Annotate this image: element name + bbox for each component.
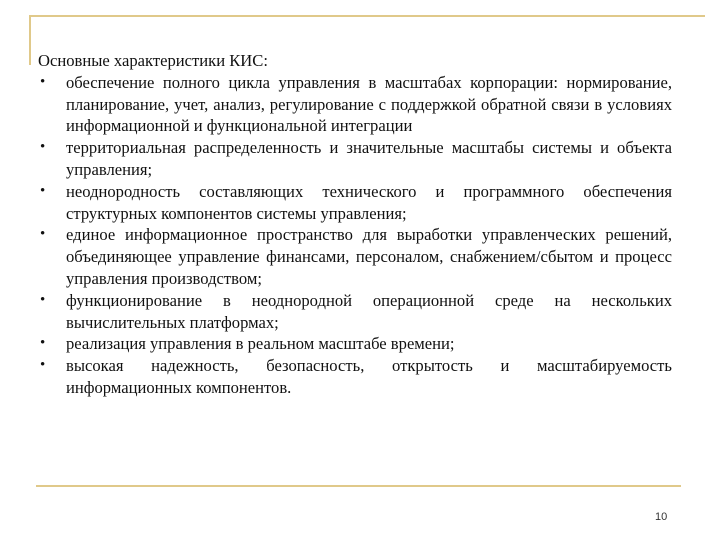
bullet-icon: • [40, 226, 46, 243]
bullet-icon: • [40, 335, 46, 352]
list-item-text: обеспечение полного цикла управления в масштабах корпорации: нормирование, планирование, учет, анализ, регулирование с поддержкой обратной связи в условиях информационной и функциональной интеграции [66, 72, 672, 136]
slide-content [38, 50, 672, 399]
bullet-icon: • [40, 182, 46, 199]
list-item [38, 224, 672, 289]
bullet-icon: • [40, 357, 46, 374]
list-item [38, 181, 672, 225]
list-item [38, 355, 672, 399]
list-item [38, 290, 672, 334]
list-item [38, 333, 672, 355]
page-number: 10 [655, 511, 668, 523]
list-item-text: единое информационное пространство для выработки управленческих решений, объединяющее управление финансами, персоналом, снабжением/сбытом и процесс управления производством; [66, 225, 672, 288]
decorative-vertical-line [29, 15, 31, 65]
slide-heading: Основные характеристики КИС: [38, 51, 268, 70]
characteristics-list [38, 72, 672, 399]
list-item-text: реализация управления в реальном масштабе времени; [66, 334, 455, 354]
decorative-bottom-line [36, 485, 681, 487]
bullet-icon: • [40, 73, 46, 90]
decorative-top-line [29, 15, 705, 17]
list-item-text: неоднородность составляющих технического и программного обеспечения структурных компонентов системы управления; [66, 181, 672, 223]
list-item [38, 137, 672, 181]
list-item-text: высокая надежность, безопасность, открытость и масштабируемость информационных компонентов. [66, 356, 672, 397]
bullet-icon: • [40, 291, 46, 308]
list-item-text: территориальная распределенность и значительные масштабы системы и объекта управления; [66, 138, 672, 179]
list-item-text: функционирование в неоднородной операционной среде на нескольких вычислительных платформах; [66, 290, 672, 332]
list-item [38, 72, 672, 137]
bullet-icon: • [40, 139, 46, 156]
